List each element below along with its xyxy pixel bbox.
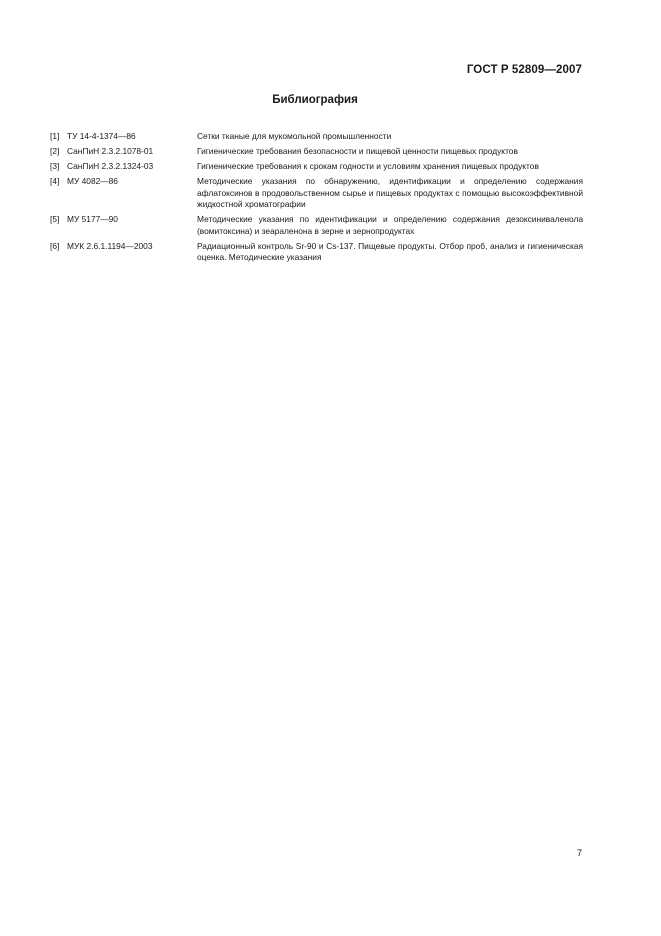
bibliography-entry: [50, 146, 583, 158]
section-title: Библиография: [272, 94, 358, 106]
bibliography-code: МУ 5177—90: [67, 214, 118, 224]
bibliography-reference: [50, 241, 197, 264]
bibliography-title: Методические указания по идентификации и определению содержания дезоксиниваленола (вомитоксина) и зеараленона в зерне и зернопродуктах: [197, 214, 583, 236]
bibliography-reference: [50, 161, 197, 173]
bibliography-title: Гигиенические требования безопасности и пищевой ценности пищевых продуктов: [197, 146, 518, 156]
bibliography-title: Гигиенические требования к срокам годности и условиям хранения пищевых продуктов: [197, 161, 539, 171]
bibliography-number: [4]: [50, 176, 60, 186]
bibliography-title: Сетки тканые для мукомольной промышленности: [197, 131, 392, 141]
bibliography-code: МУК 2.6.1.1194—2003: [67, 240, 153, 251]
bibliography-list: [50, 131, 583, 267]
bibliography-number: [1]: [50, 131, 60, 141]
bibliography-title: Методические указания по обнаружению, идентификации и определению содержания афлатоксинов в продовольственном сырье и пищевых продуктах с помощью высокоэффективной жидкостной хроматографии: [197, 176, 583, 209]
bibliography-number: [6]: [50, 240, 60, 251]
bibliography-reference: [50, 146, 197, 158]
bibliography-code: СанПиН 2.3.2.1078-01: [67, 146, 154, 156]
bibliography-entry: [50, 176, 583, 211]
bibliography-number: [2]: [50, 146, 60, 156]
bibliography-reference: [50, 176, 197, 211]
bibliography-code: ТУ 14-4-1374—86: [67, 131, 136, 141]
bibliography-code: СанПиН 2.3.2.1324-03: [67, 161, 154, 171]
bibliography-number: [3]: [50, 161, 60, 171]
bibliography-entry: [50, 161, 583, 173]
bibliography-reference: [50, 131, 197, 143]
standard-code: ГОСТ Р 52809—2007: [466, 64, 582, 76]
bibliography-entry: [50, 131, 583, 143]
bibliography-title: Радиационный контроль Sr-90 и Cs-137. Пищевые продукты. Отбор проб, анализ и гигиеническая оценка. Методические указания: [197, 240, 583, 262]
bibliography-reference: [50, 214, 197, 237]
bibliography-entry: [50, 214, 583, 237]
bibliography-number: [5]: [50, 214, 60, 224]
bibliography-entry: [50, 241, 583, 264]
page-number: 7: [576, 848, 582, 858]
bibliography-code: МУ 4082—86: [67, 176, 118, 186]
